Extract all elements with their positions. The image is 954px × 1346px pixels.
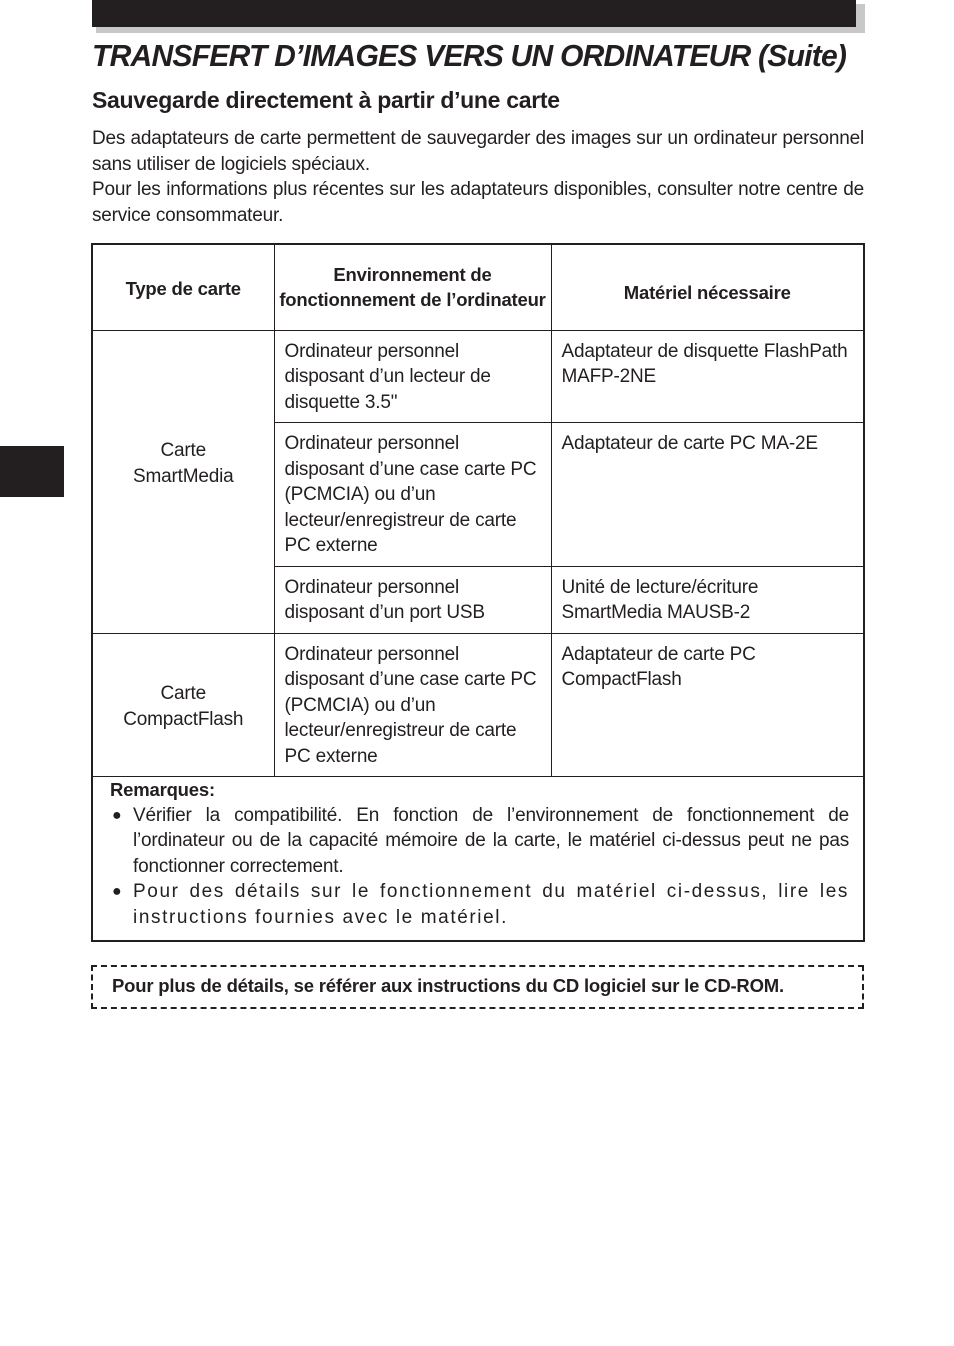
- environment-cell: Ordinateur personnel disposant d’un lecteur de disquette 3.5": [274, 330, 551, 423]
- card-type-label: Carte CompactFlash: [123, 683, 244, 730]
- equipment-table-box: [91, 243, 865, 942]
- table-row: [93, 330, 863, 423]
- equipment-cell: Adaptateur de carte PC CompactFlash: [551, 633, 863, 777]
- intro-paragraph-1: Des adaptateurs de carte permettent de sauvegarder des images sur un ordinateur personnel sans utiliser de logiciels spéciaux.: [92, 128, 864, 175]
- remark-item: [110, 803, 849, 880]
- bullet-icon: ●: [112, 883, 124, 900]
- equipment-cell: Unité de lecture/écriture SmartMedia MAUSB-2: [551, 566, 863, 633]
- equipment-cell: Adaptateur de carte PC MA-2E: [551, 423, 863, 567]
- table-row: [93, 633, 863, 777]
- bullet-icon: ●: [112, 806, 122, 824]
- column-header-card-type: Type de carte: [93, 245, 274, 330]
- remarks-title: Remarques:: [110, 779, 215, 800]
- remark-item: [110, 879, 849, 930]
- remark-text: Pour des détails sur le fonctionnement du matériel ci-dessus, lire les instructions fournies avec le matériel.: [133, 881, 849, 928]
- environment-cell: Ordinateur personnel disposant d’une case carte PC (PCMCIA) ou d’un lecteur/enregistreur de carte PC externe: [274, 633, 551, 777]
- header-bar: [92, 0, 856, 27]
- intro-text: [92, 126, 864, 228]
- card-type-label: Carte SmartMedia: [133, 440, 234, 487]
- page-title: TRANSFERT D’IMAGES VERS UN ORDINATEUR (Suite): [92, 38, 847, 73]
- column-header-environment: Environnement de fonctionnement de l’ordinateur: [274, 245, 551, 330]
- environment-cell: Ordinateur personnel disposant d’un port USB: [274, 566, 551, 633]
- section-subtitle: Sauvegarde directement à partir d’une carte: [92, 87, 560, 113]
- table-header-row: [93, 245, 863, 330]
- footer-note: Pour plus de détails, se référer aux instructions du CD logiciel sur le CD-ROM.: [112, 975, 784, 996]
- section-thumb-tab: [0, 446, 64, 497]
- environment-cell: Ordinateur personnel disposant d’une case carte PC (PCMCIA) ou d’un lecteur/enregistreur de carte PC externe: [274, 423, 551, 567]
- column-header-equipment: Matériel nécessaire: [551, 245, 863, 330]
- equipment-table: [93, 245, 863, 777]
- remark-text: Vérifier la compatibilité. En fonction de l’environnement de fonctionnement de l’ordinateur ou de la capacité mémoire de la carte, le matériel ci-dessus peut ne pas fonctionner correctement.: [133, 804, 849, 877]
- intro-paragraph-2: Pour les informations plus récentes sur les adaptateurs disponibles, consulter notre centre de service consommateur.: [92, 179, 864, 226]
- card-type-cell: [93, 633, 274, 777]
- remarks-section: [110, 777, 849, 930]
- card-type-cell: [93, 330, 274, 633]
- equipment-cell: Adaptateur de disquette FlashPath MAFP-2NE: [551, 330, 863, 423]
